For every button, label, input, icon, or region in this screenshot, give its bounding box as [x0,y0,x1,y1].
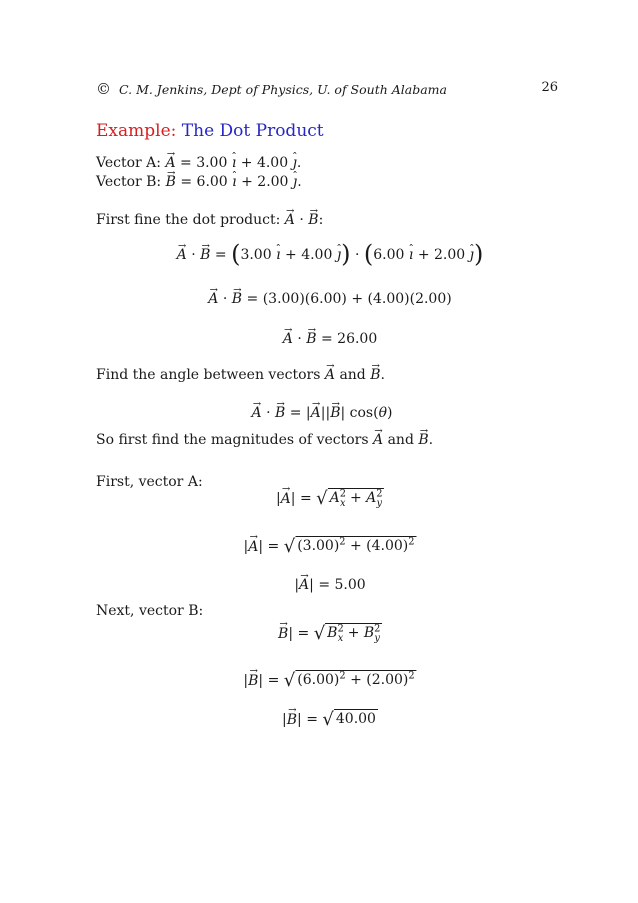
magnitude-a-result: |→ A| = 5.00 [294,577,365,593]
dot-product-expanded: → A · → B = (3.00)(6.00) + (4.00)(2.00) [208,291,451,307]
first-vector-a-text: First, vector A: [96,474,203,490]
magnitude-a-formula: |→ A| = √ $A^2_x + A^2_y$ [276,488,384,509]
example-label: Example: [96,121,177,141]
magnitude-a-substituted: |→ A| = √ $(3.00)^2 + (4.00)^2$ [244,536,417,557]
magnitude-b-substituted: |→ B| = √ $(6.00)^2 + (2.00)^2$ [243,670,416,691]
topic-title: The Dot Product [181,121,324,141]
find-angle-text: Find the angle between vectors → A and → B. [96,367,385,383]
next-vector-b-text: Next, vector B: [96,603,204,619]
page-title [96,121,324,141]
magnitudes-text: So first find the magnitudes of vectors → A and → B. [96,432,433,448]
magnitude-b-result: |→ B| = √ 40.00 [282,709,378,730]
vector-a-definition: Vector A: → A = 3.00 ˆ ı + 4.00 ˆ ȷ. [96,155,301,171]
running-header [96,80,447,98]
first-find-text: First fine the dot product: → A · → B: [96,212,323,228]
dot-product-angle-formula: → A · → B = |→ A||→ B| cos(θ) [252,405,393,421]
page-number: 26 [541,80,558,95]
magnitude-b-formula: → B| = √ $B^2_x + B^2_y$ [278,623,382,644]
dot-product-result: → A · → B = 26.00 [283,331,378,347]
vector-b-definition: Vector B: → B = 6.00 ˆ ı + 2.00 ˆ ȷ. [96,174,302,190]
copyright-symbol: © [96,80,111,98]
running-title: C. M. Jenkins, Dept of Physics, U. of South Alabama [119,82,447,97]
dot-product-equation: → A · → B = (3.00 ˆ ı + 4.00 ˆ ȷ) · (6.00 ˆ ı + 2.00 ˆ ȷ) [177,240,484,268]
